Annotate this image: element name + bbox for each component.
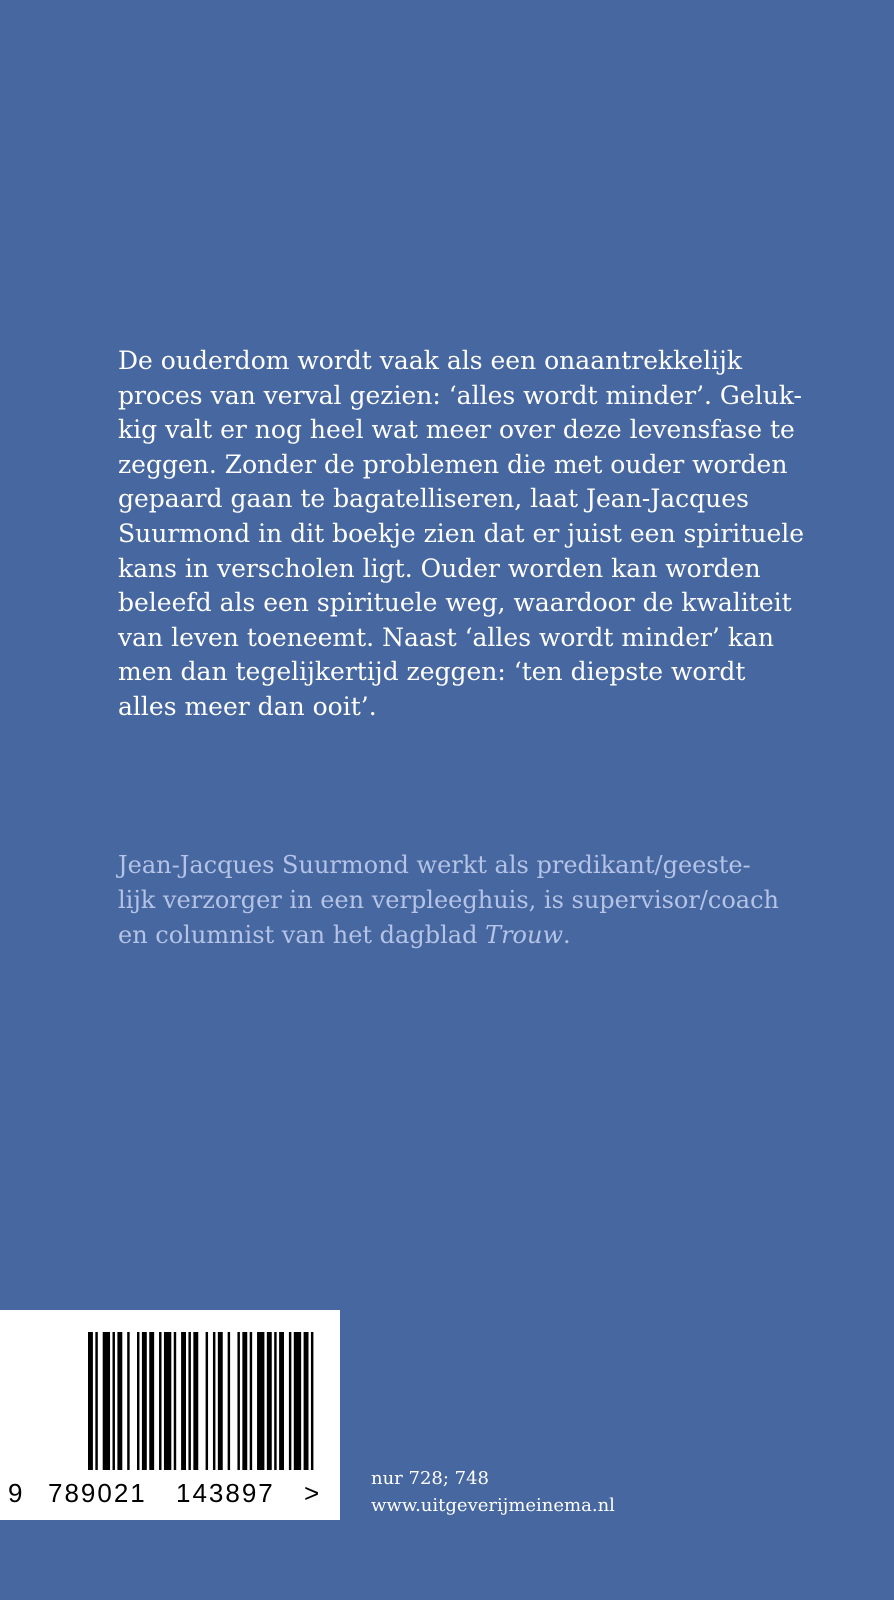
barcode-bar [206, 1332, 208, 1470]
barcode-bar [311, 1332, 313, 1470]
blurb-line: proces van verval gezien: ‘alles wordt minder’. Geluk- [118, 380, 802, 410]
barcode-bar [159, 1332, 161, 1470]
author-bio-line [118, 918, 818, 953]
barcode-bar [218, 1332, 223, 1470]
barcode-bar [127, 1332, 129, 1470]
author-bio-text: en columnist van het dagblad [118, 921, 486, 949]
barcode-bar [267, 1332, 272, 1470]
barcode-bar [279, 1332, 284, 1470]
blurb-line: De ouderdom wordt vaak als een onaantrekkelijk [118, 346, 742, 375]
author-bio-line: lijk verzorger in een verpleeghuis, is supervisor/coach [118, 886, 779, 914]
back-cover-blurb [118, 344, 818, 725]
colophon [371, 1465, 615, 1519]
barcode-bar [142, 1332, 147, 1470]
barcode-bar [213, 1332, 215, 1470]
barcode-digits [8, 1478, 321, 1509]
barcode-bar [95, 1332, 97, 1470]
publisher-website: www.uitgeverijmeinema.nl [371, 1495, 615, 1516]
author-bio-period: . [563, 921, 571, 949]
barcode-bar [289, 1332, 291, 1470]
blurb-line: gepaard gaan te bagatelliseren, laat Jean-Jacques [118, 484, 749, 514]
newspaper-title: Trouw [485, 921, 563, 949]
blurb-line: Suurmond in dit boekje zien dat er juist een spirituele [118, 518, 805, 548]
blurb-line: beleefd als een spirituele weg, waardoor de kwaliteit [118, 588, 792, 618]
barcode-bar [237, 1332, 239, 1470]
barcode-bar [242, 1332, 247, 1470]
barcode-bar [103, 1332, 110, 1470]
barcode-left-group: 789021 [48, 1478, 147, 1508]
author-bio-line: Jean-Jacques Suurmond werkt als predikant/geeste- [118, 851, 751, 879]
barcode-bar [250, 1332, 252, 1470]
blurb-line: zeggen. Zonder de problemen die met ouder worden [118, 449, 788, 479]
barcode-bar [188, 1332, 190, 1470]
barcode-right-group: 143897 [176, 1478, 275, 1508]
barcode-bar [304, 1332, 309, 1470]
blurb-line: van leven toeneemt. Naast ‘alles wordt minder’ kan [118, 622, 774, 652]
barcode-bar [164, 1332, 171, 1470]
author-bio [118, 848, 818, 953]
barcode-bar [117, 1332, 122, 1470]
barcode-bar [294, 1332, 301, 1470]
barcode-bar [181, 1332, 186, 1470]
barcode-bar [274, 1332, 276, 1470]
barcode-bar [113, 1332, 115, 1470]
barcode-bar [193, 1332, 198, 1470]
barcode-bar [137, 1332, 139, 1470]
nur-code: nur 728; 748 [371, 1468, 490, 1489]
barcode-bar [257, 1332, 264, 1470]
barcode-bar [149, 1332, 154, 1470]
blurb-line: kans in verscholen ligt. Ouder worden kan worden [118, 553, 761, 583]
blurb-line: alles meer dan ooit’. [118, 691, 377, 721]
isbn-barcode [0, 1310, 340, 1520]
barcode-quiet-zone-mark: > [304, 1478, 322, 1508]
barcode-bar [88, 1332, 93, 1470]
blurb-line: men dan tegelijkertijd zeggen: ‘ten diepste wordt [118, 657, 746, 687]
blurb-line: kig valt er nog heel wat meer over deze levensfase te [118, 415, 795, 445]
barcode-bar [228, 1332, 230, 1470]
barcode-first-digit: 9 [8, 1478, 25, 1508]
barcode-bar [174, 1332, 176, 1470]
